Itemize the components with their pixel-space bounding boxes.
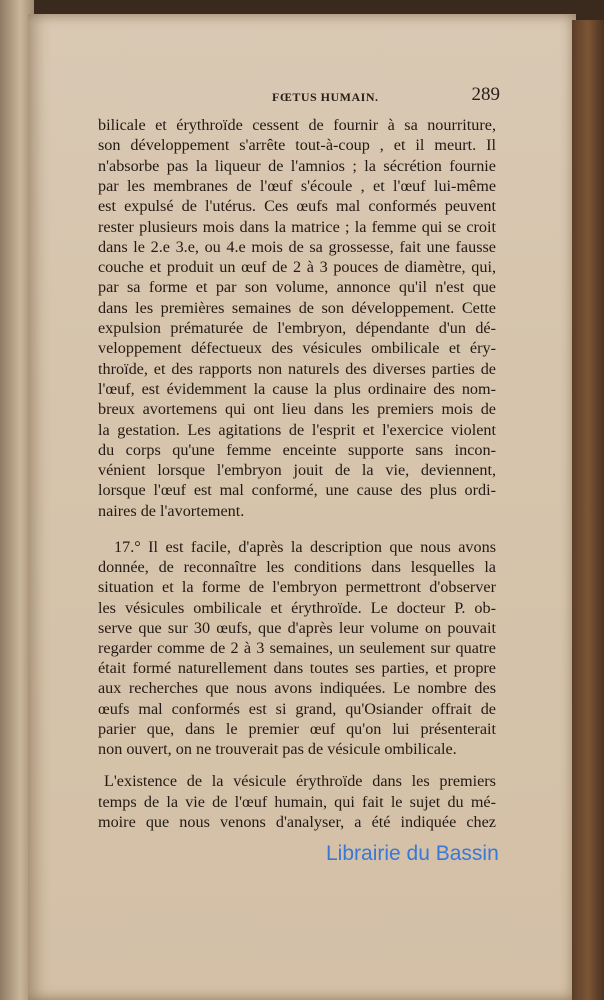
text-line (98, 699, 496, 719)
text-line-content: du corps qu'une femme enceinte supporte sans incon- (98, 440, 496, 459)
text-line-content: n'absorbe pas la liqueur de l'amnios ; la sécrétion fournie (98, 156, 496, 175)
text-line (98, 237, 496, 257)
text-line-content: est expulsé de l'utérus. Ces œufs mal conformés peuvent (98, 197, 496, 216)
running-title: FŒTUS HUMAIN. (272, 90, 379, 104)
text-line-content: veloppement défectueux des vésicules ombilicale et éry- (98, 339, 496, 358)
text-line-content: lorsque l'œuf est mal conformé, une cause des plus ordi- (98, 481, 496, 500)
text-line (98, 156, 496, 176)
text-line-content: l'œuf, est évidemment la cause la plus ordinaire des nom- (98, 379, 496, 398)
text-line-content: serve que sur 30 œufs, que d'après leur volume on pouvait (98, 618, 496, 637)
text-line (98, 135, 496, 155)
text-line-content: parier que, dans le premier œuf qu'on lui présenterait (98, 719, 496, 738)
text-line-content: par sa forme et par son volume, annonce qu'il n'est que (98, 278, 496, 297)
text-line (98, 196, 496, 216)
text-line (98, 812, 496, 832)
text-line-content: L'existence de la vésicule érythroïde dans les premiers (104, 772, 496, 790)
text-line (98, 638, 496, 658)
text-line-content: naires de l'avortement. (98, 501, 245, 520)
text-line-content: non ouvert, on ne trouverait pas de vésicule ombilicale. (98, 740, 457, 758)
text-line (104, 771, 496, 791)
text-line-content: rester plusieurs mois dans la matrice ; la femme qui se croit (98, 217, 496, 236)
text-line-content: œufs mal conformés est si grand, qu'Osiander offrait de (98, 699, 496, 718)
text-line-content: dans le 2.e 3.e, ou 4.e mois de sa grossesse, fait une fausse (98, 237, 496, 256)
text-line-content: les vésicules ombilicale et érythroïde. Le docteur P. ob- (98, 598, 496, 617)
text-line (98, 318, 496, 338)
text-line-content: regarder comme de 2 à 3 semaines, un seulement sur quatre (98, 639, 496, 657)
text-line-content: aux recherches que nous avons indiquées. Le nombre des (98, 679, 496, 698)
text-line (98, 277, 496, 297)
text-line-content: expulsion prématurée de l'embryon, dépendante d'un dé- (98, 319, 496, 337)
text-line (98, 480, 496, 500)
text-line-content: vénient lorsque l'embryon jouit de la vie, deviennent, (98, 461, 496, 480)
text-line (98, 379, 496, 399)
text-line (98, 460, 496, 480)
text-line-content: dans les premières semaines de son développement. Cette (98, 298, 496, 317)
text-line (98, 359, 496, 379)
text-line-content: son développement s'arrête tout-à-coup , et il meurt. Il (98, 136, 496, 155)
text-line (98, 338, 496, 358)
text-line-content: la gestation. Les agitations de l'esprit et l'exercice violent (98, 420, 496, 439)
text-line (98, 678, 496, 698)
text-line-content: breux avortemens qui ont lieu dans les premiers mois de (98, 400, 496, 419)
text-line (98, 440, 496, 460)
text-line-content: bilicale et érythroïde cessent de fournir à sa nourriture, (98, 116, 496, 134)
text-line-content: 17.° Il est facile, d'après la description que nous avons (114, 538, 496, 556)
text-line (98, 792, 496, 812)
text-line-content: moire que nous venons d'analyser, a été indiquée chez (98, 813, 496, 831)
page-header (100, 84, 500, 108)
text-line (98, 217, 496, 237)
text-line (98, 420, 496, 440)
text-line (98, 115, 496, 135)
text-line-content: situation et la forme de l'embryon permettront d'observer (98, 578, 496, 597)
book-spine (572, 20, 604, 1000)
text-line (98, 658, 496, 678)
text-line (98, 618, 496, 638)
text-line (98, 399, 496, 419)
text-line (98, 176, 496, 196)
text-line (98, 719, 496, 739)
text-line-content: par les membranes de l'œuf s'écoule , et l'œuf lui-même (98, 176, 496, 195)
page-number: 289 (471, 84, 500, 105)
text-line (98, 501, 496, 521)
text-line-content: était formé naturellement dans toutes ses parties, et propre (98, 659, 496, 678)
watermark: Librairie du Bassin (326, 842, 499, 865)
text-line-content: throïde, et des rapports non naturels des diverses parties de (98, 359, 496, 378)
text-line-content: couche et produit un œuf de 2 à 3 pouces de diamètre, qui, (98, 258, 496, 277)
text-line-content: temps de la vie de l'œuf humain, qui fait le sujet du mé- (98, 792, 496, 811)
text-line (98, 298, 496, 318)
text-line (98, 557, 496, 577)
text-line-content: donnée, de reconnaître les conditions dans lesquelles la (98, 558, 496, 577)
text-line (98, 739, 496, 759)
text-line (98, 598, 496, 618)
text-line (114, 537, 496, 557)
text-line (98, 577, 496, 597)
text-line (98, 257, 496, 277)
